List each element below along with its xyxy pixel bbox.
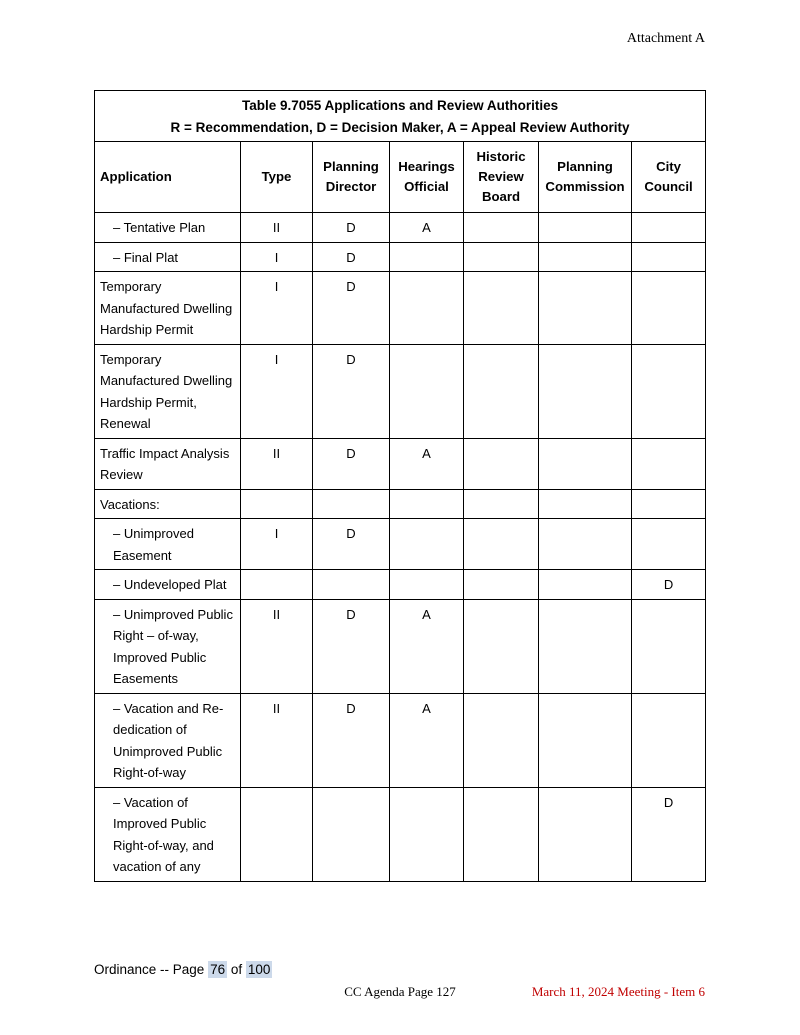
table-row — [95, 489, 706, 519]
authority-cell: D — [313, 272, 390, 345]
ordinance-page-footer — [94, 962, 272, 977]
table-row — [95, 693, 706, 787]
authority-cell: II — [241, 599, 313, 693]
table-row — [95, 570, 706, 600]
authority-cell — [632, 344, 706, 438]
col-header-planning-commission: Planning Commission — [539, 142, 632, 213]
authority-cell — [464, 599, 539, 693]
table-row — [95, 242, 706, 272]
authority-cell — [464, 242, 539, 272]
col-header-application: Application — [95, 142, 241, 213]
authority-cell: D — [313, 599, 390, 693]
authority-cell — [464, 272, 539, 345]
authority-cell — [464, 570, 539, 600]
authority-cell — [390, 787, 464, 881]
authority-cell — [464, 519, 539, 570]
table-row — [95, 344, 706, 438]
authority-cell — [632, 272, 706, 345]
authority-cell — [539, 599, 632, 693]
authority-cell — [241, 489, 313, 519]
authority-cell: D — [632, 570, 706, 600]
agenda-page-label: CC Agenda Page 127 — [344, 984, 456, 999]
authority-cell — [390, 242, 464, 272]
authority-cell: D — [313, 438, 390, 489]
table-title: Table 9.7055 Applications and Review Authorities — [242, 98, 559, 113]
application-cell: Temporary Manufactured Dwelling Hardship Permit — [95, 272, 241, 345]
meeting-item-label: March 11, 2024 Meeting - Item 6 — [531, 984, 705, 999]
col-header-city-council: City Council — [632, 142, 706, 213]
authority-cell — [632, 693, 706, 787]
authority-cell — [539, 570, 632, 600]
application-cell: – Unimproved Public Right – of-way, Improved Public Easements — [95, 599, 241, 693]
authority-cell — [390, 570, 464, 600]
table-row — [95, 272, 706, 345]
authority-cell: II — [241, 438, 313, 489]
table-row — [95, 599, 706, 693]
authority-cell — [539, 438, 632, 489]
authority-cell — [539, 242, 632, 272]
authority-cell: D — [313, 344, 390, 438]
authority-cell: D — [313, 213, 390, 243]
authority-cell: I — [241, 519, 313, 570]
table-row — [95, 787, 706, 881]
page-number-field: 76 — [210, 962, 226, 977]
authority-cell — [632, 213, 706, 243]
of-word-text: of — [230, 962, 243, 977]
authority-cell: A — [390, 213, 464, 243]
authority-cell: I — [241, 272, 313, 345]
application-cell: – Unimproved Easement — [95, 519, 241, 570]
authority-cell — [313, 787, 390, 881]
application-cell: Temporary Manufactured Dwelling Hardship Permit, Renewal — [95, 344, 241, 438]
application-cell: – Undeveloped Plat — [95, 570, 241, 600]
authority-cell — [632, 438, 706, 489]
table-title-cell — [95, 91, 706, 142]
authority-cell — [241, 570, 313, 600]
authority-cell — [464, 438, 539, 489]
authority-cell: I — [241, 242, 313, 272]
page-bottom-footer — [0, 984, 800, 1000]
authority-cell — [464, 344, 539, 438]
authority-cell — [464, 787, 539, 881]
application-cell: – Vacation and Re-dedication of Unimproved Public Right-of-way — [95, 693, 241, 787]
authority-cell — [632, 489, 706, 519]
table-row — [95, 438, 706, 489]
table-body — [95, 213, 706, 882]
col-header-planning-director: Planning Director — [313, 142, 390, 213]
authority-cell — [539, 213, 632, 243]
table-header-row — [95, 142, 706, 213]
authority-cell — [539, 489, 632, 519]
col-header-historic-review-board: Historic Review Board — [464, 142, 539, 213]
authority-cell: D — [632, 787, 706, 881]
authority-cell: II — [241, 213, 313, 243]
table-row — [95, 519, 706, 570]
table-row — [95, 213, 706, 243]
authority-cell — [539, 344, 632, 438]
authority-cell — [539, 787, 632, 881]
authority-cell — [539, 519, 632, 570]
application-cell: Vacations: — [95, 489, 241, 519]
authority-cell — [313, 570, 390, 600]
col-header-hearings-official: Hearings Official — [390, 142, 464, 213]
authority-cell — [632, 519, 706, 570]
authority-cell: II — [241, 693, 313, 787]
application-cell: – Vacation of Improved Public Right-of-way, and vacation of any — [95, 787, 241, 881]
authority-cell: D — [313, 693, 390, 787]
col-header-type: Type — [241, 142, 313, 213]
authority-cell: A — [390, 693, 464, 787]
authority-cell — [464, 213, 539, 243]
authority-cell: A — [390, 599, 464, 693]
application-cell: Traffic Impact Analysis Review — [95, 438, 241, 489]
authority-cell — [539, 693, 632, 787]
authority-cell — [390, 489, 464, 519]
attachment-label: Attachment A — [626, 31, 705, 46]
authority-cell: I — [241, 344, 313, 438]
applications-review-table — [94, 90, 706, 882]
authority-cell — [313, 489, 390, 519]
authority-cell — [241, 787, 313, 881]
authority-cell — [539, 272, 632, 345]
authority-cell — [390, 344, 464, 438]
ordinance-prefix-text: Ordinance -- Page — [94, 962, 205, 977]
authority-cell — [390, 519, 464, 570]
authority-cell — [632, 242, 706, 272]
total-pages-field: 100 — [247, 962, 271, 977]
application-cell: – Final Plat — [95, 242, 241, 272]
authority-cell: A — [390, 438, 464, 489]
authority-cell: D — [313, 242, 390, 272]
table-legend: R = Recommendation, D = Decision Maker, A = Appeal Review Authority — [170, 119, 630, 135]
application-cell: – Tentative Plan — [95, 213, 241, 243]
authority-cell — [464, 693, 539, 787]
authority-cell — [390, 272, 464, 345]
authority-cell — [632, 599, 706, 693]
authority-cell: D — [313, 519, 390, 570]
authority-cell — [464, 489, 539, 519]
table-title-row — [95, 91, 706, 142]
